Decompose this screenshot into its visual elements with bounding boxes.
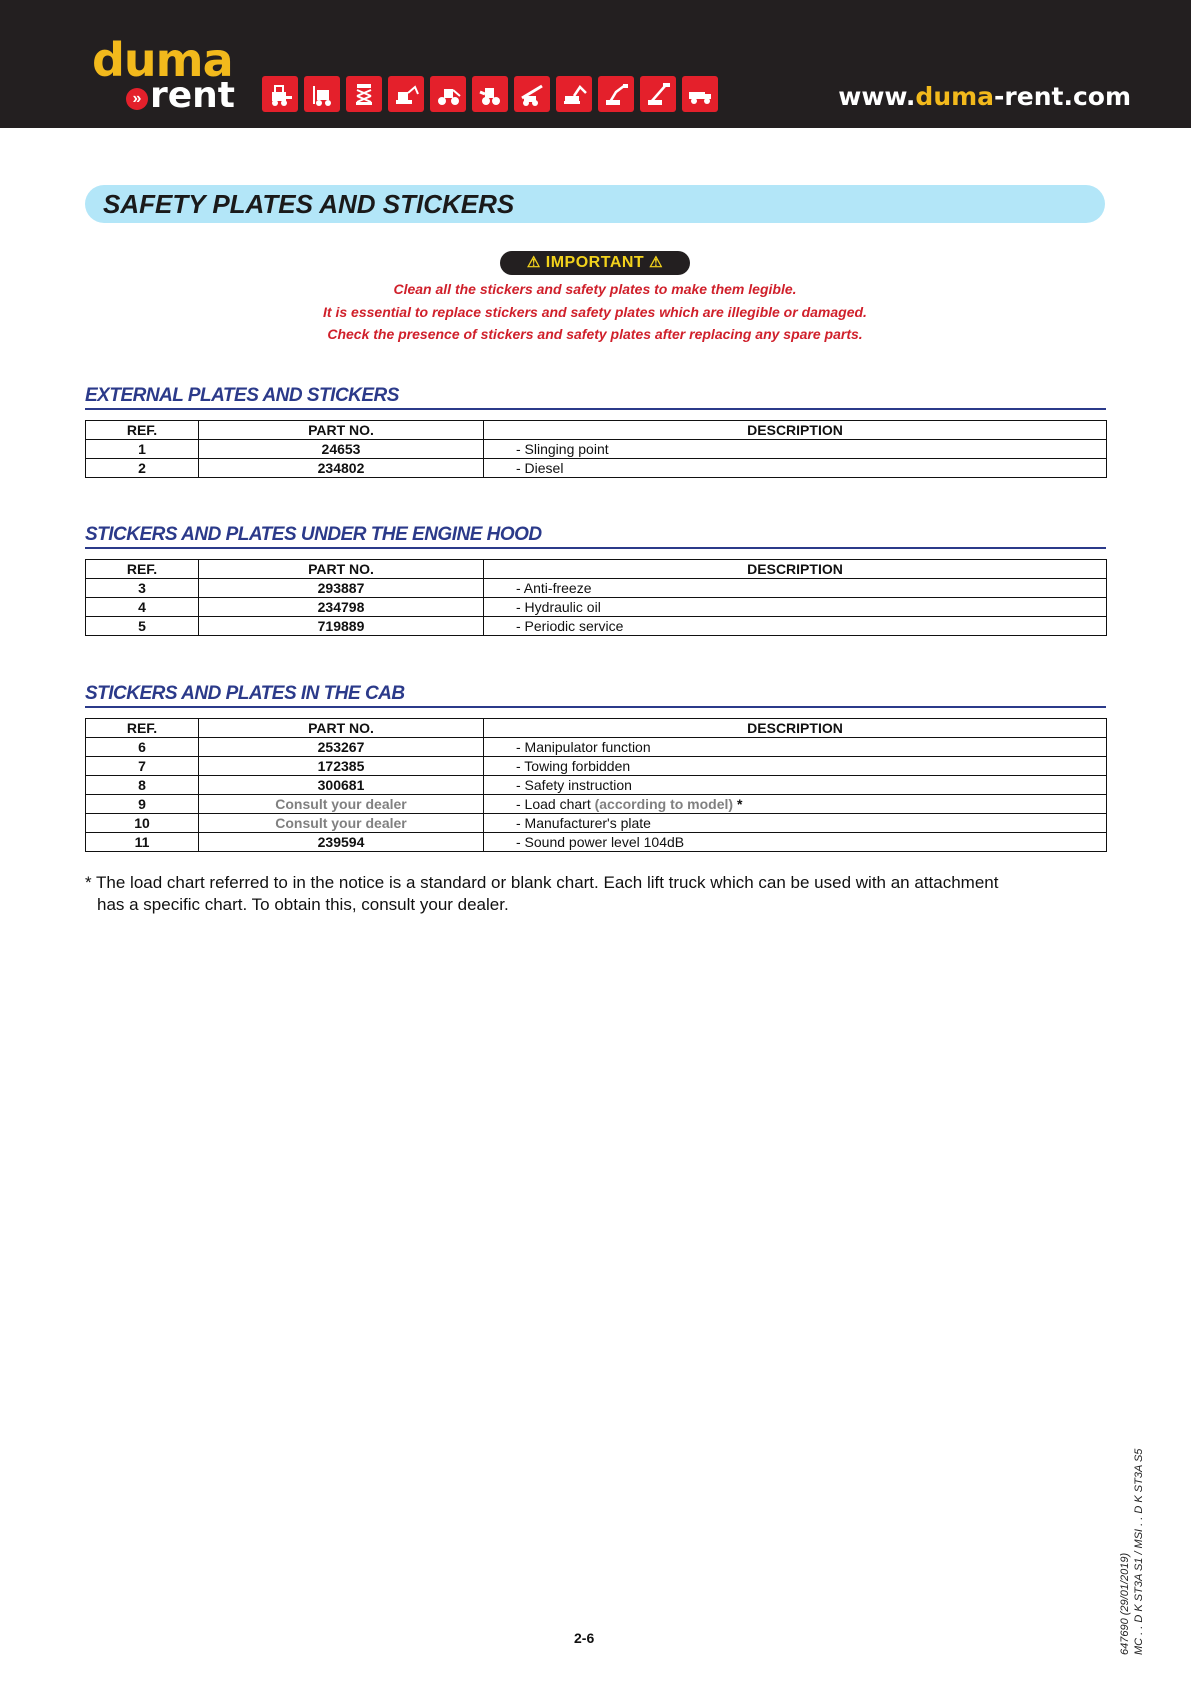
website-prefix: www. <box>838 82 916 111</box>
table-row <box>86 598 1107 617</box>
wheel-loader-icon <box>472 76 508 112</box>
cell-part: 24653 <box>199 440 484 459</box>
table-row <box>86 738 1107 757</box>
cell-part: 300681 <box>199 776 484 795</box>
cell-part: 172385 <box>199 757 484 776</box>
cell-ref: 11 <box>86 833 199 852</box>
cell-desc: - Diesel <box>484 459 1107 478</box>
logo-duma-text: duma <box>92 33 233 87</box>
cell-ref: 9 <box>86 795 199 814</box>
cell-desc: - Sound power level 104dB <box>484 833 1107 852</box>
parts-table-cab <box>85 718 1107 852</box>
cell-desc: - Manipulator function <box>484 738 1107 757</box>
excavator-icon <box>556 76 592 112</box>
table-row <box>86 795 1107 814</box>
column-header-part: PART NO. <box>199 719 484 738</box>
footnote-line-2: has a specific chart. To obtain this, consult your dealer. <box>97 895 509 914</box>
desc-footnote-marker: * <box>736 796 743 812</box>
important-label: IMPORTANT <box>545 254 645 271</box>
page-title: SAFETY PLATES AND STICKERS <box>103 189 515 219</box>
cell-desc <box>484 795 1107 814</box>
cell-part: 234802 <box>199 459 484 478</box>
table-header-row <box>86 719 1107 738</box>
cell-part: 293887 <box>199 579 484 598</box>
logo-arrow-icon: » <box>126 88 148 110</box>
important-line-3: Check the presence of stickers and safety plates after replacing any spare parts. <box>327 326 863 342</box>
logo-rent-text: rent <box>150 75 236 116</box>
column-header-desc: DESCRIPTION <box>484 719 1107 738</box>
page-number: 2-6 <box>574 1630 595 1646</box>
cell-ref: 6 <box>86 738 199 757</box>
cell-part: 239594 <box>199 833 484 852</box>
cell-desc: - Safety instruction <box>484 776 1107 795</box>
cell-part: 719889 <box>199 617 484 636</box>
warning-icon: ⚠ <box>649 254 664 271</box>
cell-ref: 5 <box>86 617 199 636</box>
cell-ref: 7 <box>86 757 199 776</box>
website-highlight: duma <box>915 82 995 111</box>
cell-ref: 1 <box>86 440 199 459</box>
cell-part: 253267 <box>199 738 484 757</box>
table-row <box>86 440 1107 459</box>
table-row <box>86 459 1107 478</box>
column-header-ref: REF. <box>86 719 199 738</box>
doc-ref-line-1: 647690 (29/01/2019) <box>1119 1552 1131 1655</box>
cell-ref: 10 <box>86 814 199 833</box>
cell-ref: 4 <box>86 598 199 617</box>
mini-excavator-icon <box>388 76 424 112</box>
cell-desc: - Anti-freeze <box>484 579 1107 598</box>
table-row <box>86 617 1107 636</box>
section-title-external: EXTERNAL PLATES AND STICKERS <box>85 385 1106 410</box>
machine-icon-strip <box>262 76 718 112</box>
cell-part-dealer: Consult your dealer <box>199 795 484 814</box>
table-row <box>86 776 1107 795</box>
duma-rent-logo[interactable] <box>92 33 242 120</box>
parts-table-engine-hood <box>85 559 1107 636</box>
column-header-desc: DESCRIPTION <box>484 421 1107 440</box>
footnote-line-1: * The load chart referred to in the notice is a standard or blank chart. Each lift truck which can be used with an attachment <box>85 873 999 892</box>
desc-text: - Load chart <box>516 796 591 812</box>
scissor-lift-icon <box>346 76 382 112</box>
forklift-icon <box>304 76 340 112</box>
articulating-boom-icon <box>598 76 634 112</box>
cell-desc: - Hydraulic oil <box>484 598 1107 617</box>
website-link[interactable] <box>838 82 1131 111</box>
cell-desc: - Periodic service <box>484 617 1107 636</box>
doc-ref-line-2: MC . . D K ST3A S1 / MSI . . D K ST3A S5 <box>1133 1448 1145 1655</box>
aerial-platform-icon <box>640 76 676 112</box>
table-row <box>86 814 1107 833</box>
section-title-engine-hood: STICKERS AND PLATES UNDER THE ENGINE HOOD <box>85 524 1106 549</box>
table-row <box>86 579 1107 598</box>
parts-table-external <box>85 420 1107 478</box>
load-chart-footnote <box>85 872 1115 916</box>
column-header-part: PART NO. <box>199 560 484 579</box>
cell-desc: - Towing forbidden <box>484 757 1107 776</box>
table-header-row <box>86 421 1107 440</box>
dump-truck-icon <box>682 76 718 112</box>
table-row <box>86 833 1107 852</box>
cell-desc: - Manufacturer's plate <box>484 814 1107 833</box>
desc-note: (according to model) <box>594 796 734 812</box>
cell-desc: - Slinging point <box>484 440 1107 459</box>
table-row <box>86 757 1107 776</box>
website-suffix: -rent.com <box>994 82 1131 111</box>
skid-steer-icon <box>262 76 298 112</box>
column-header-part: PART NO. <box>199 421 484 440</box>
telehandler-icon <box>514 76 550 112</box>
column-header-ref: REF. <box>86 560 199 579</box>
table-header-row <box>86 560 1107 579</box>
important-badge <box>500 251 690 275</box>
document-reference <box>1118 1449 1146 1655</box>
cell-part-dealer: Consult your dealer <box>199 814 484 833</box>
column-header-desc: DESCRIPTION <box>484 560 1107 579</box>
cell-part: 234798 <box>199 598 484 617</box>
column-header-ref: REF. <box>86 421 199 440</box>
section-title-cab: STICKERS AND PLATES IN THE CAB <box>85 683 1106 708</box>
cell-ref: 2 <box>86 459 199 478</box>
warning-icon: ⚠ <box>526 254 541 271</box>
page-title-band <box>85 185 1105 223</box>
cell-ref: 3 <box>86 579 199 598</box>
cell-ref: 8 <box>86 776 199 795</box>
important-line-2: It is essential to replace stickers and safety plates which are illegible or damaged. <box>323 304 867 320</box>
backhoe-loader-icon <box>430 76 466 112</box>
important-line-1: Clean all the stickers and safety plates to make them legible. <box>393 281 797 297</box>
header-bar <box>0 0 1191 128</box>
